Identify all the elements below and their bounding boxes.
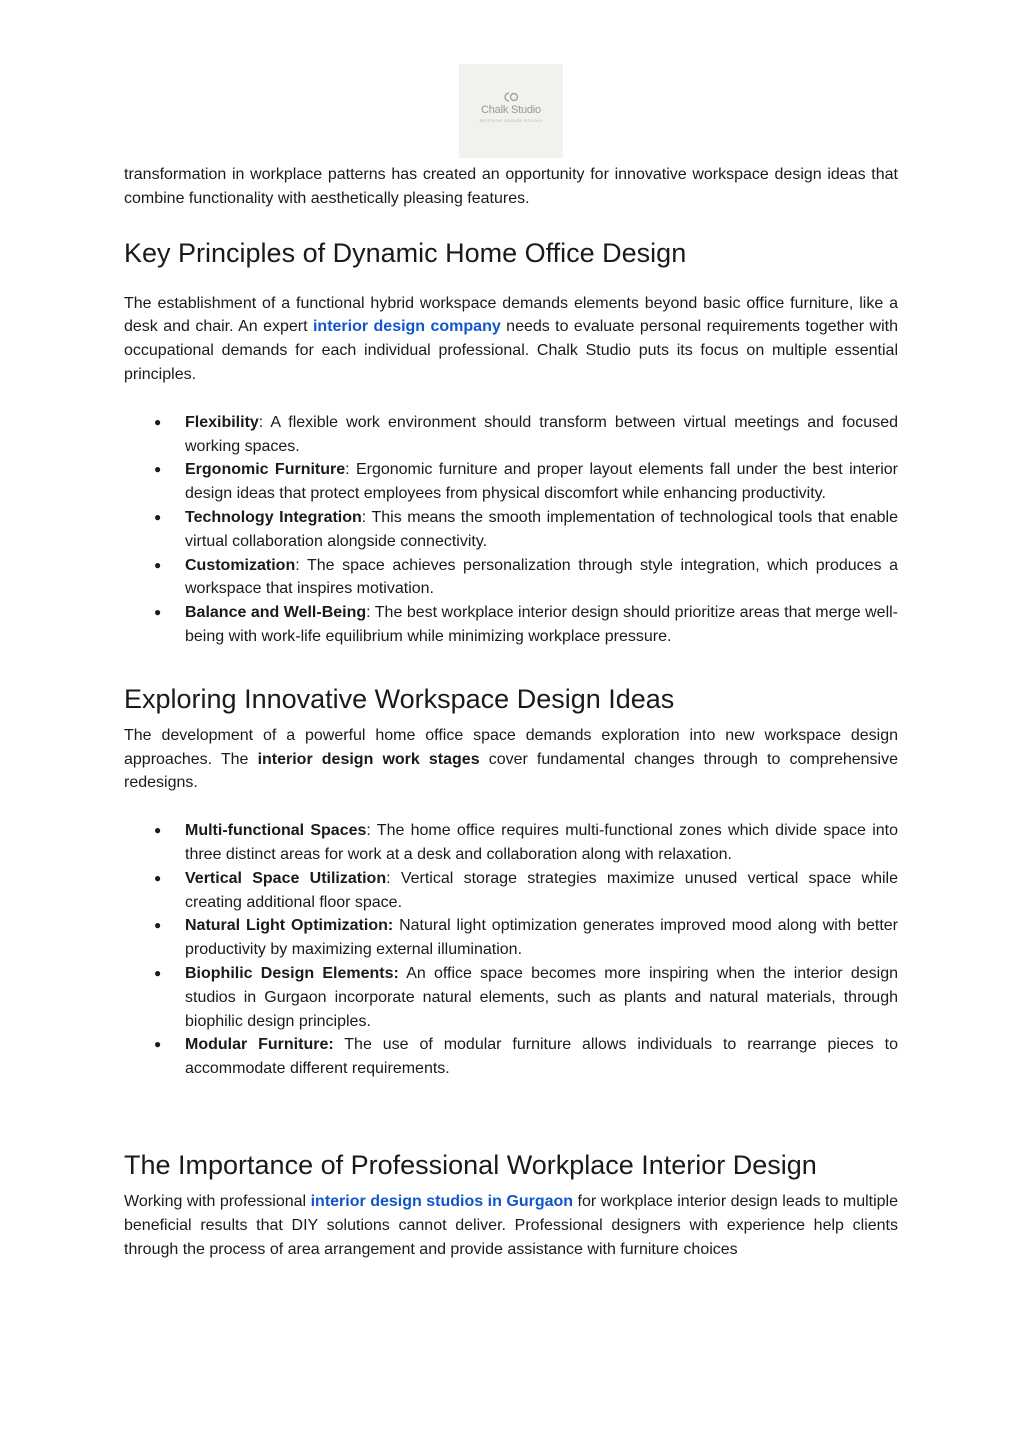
heading-importance: The Importance of Professional Workplace Interior Design xyxy=(124,1149,817,1180)
chalk-studio-logo xyxy=(459,64,563,158)
bullet-icon: ● xyxy=(154,462,162,477)
list-item: ● Flexibility: A flexible work environment should transform between virtual meetings and focused working spaces. xyxy=(185,411,898,459)
logo-tagline: INTERIOR DESIGN STUDIO xyxy=(479,118,543,123)
list-item: ● Ergonomic Furniture: Ergonomic furniture and proper layout elements fall under the best interior design ideas that protect employees from physical discomfort while enhancing productivity. xyxy=(185,458,898,506)
list-item: ● Modular Furniture: The use of modular furniture allows individuals to rearrange pieces to accommodate different requirements. xyxy=(185,1033,898,1081)
bullet-icon: ● xyxy=(154,605,162,620)
list-item: ● Vertical Space Utilization: Vertical storage strategies maximize unused vertical space while creating additional floor space. xyxy=(185,867,898,915)
importance-paragraph: Working with professional interior design studios in Gurgaon for workplace interior design leads to multiple beneficial results that DIY solutions cannot deliver. Professional designers with experience help clients through the process of area arrangement and provide assistance with furniture choices xyxy=(124,1192,899,1258)
bullet-icon: ● xyxy=(154,870,162,885)
bullet-icon: ● xyxy=(154,1037,162,1052)
interior-design-company-link[interactable]: interior design company xyxy=(312,318,501,336)
heading-key-principles: Key Principles of Dynamic Home Office Design xyxy=(124,237,687,268)
key-principles-list xyxy=(124,411,898,649)
bullet-icon: ● xyxy=(154,918,162,933)
document-body xyxy=(124,163,898,1261)
intro-paragraph: transformation in workplace patterns has created an opportunity for innovative workspace design ideas that combine functionality with aesthetically pleasing features. xyxy=(124,166,898,207)
list-item: ● Multi-functional Spaces: The home office requires multi-functional zones which divide space into three distinct areas for work at a desk and collaboration along with relaxation. xyxy=(185,819,898,867)
bullet-icon: ● xyxy=(154,823,162,838)
logo-name: Chalk Studio xyxy=(481,104,541,116)
key-principles-paragraph: The establishment of a functional hybrid workspace demands elements beyond basic office furniture, like a desk and chair. An expert interior design company needs to evaluate personal requirements together with occupational demands for each individual professional. Chalk Studio puts its focus on multiple essential principles. xyxy=(124,294,899,383)
bullet-icon: ● xyxy=(154,509,162,524)
list-item: ● Customization: The space achieves personalization through style integration, which produces a workspace that inspires motivation. xyxy=(185,554,898,602)
bullet-icon: ● xyxy=(154,557,162,572)
logo-mark-icon xyxy=(501,91,521,103)
heading-exploring-ideas: Exploring Innovative Workspace Design Ideas xyxy=(124,683,675,714)
bullet-icon: ● xyxy=(154,965,162,980)
list-item: ● Balance and Well-Being: The best workplace interior design should prioritize areas that merge well-being with work-life equilibrium while minimizing workplace pressure. xyxy=(185,601,898,649)
workspace-ideas-list xyxy=(124,819,898,1081)
list-item: ● Natural Light Optimization: Natural light optimization generates improved mood along with better productivity by maximizing external illumination. xyxy=(185,914,898,962)
list-item: ● Technology Integration: This means the smooth implementation of technological tools that enable virtual collaboration alongside connectivity. xyxy=(185,506,898,554)
exploring-ideas-paragraph: The development of a powerful home office space demands exploration into new workspace design approaches. The interior design work stages cover fundamental changes through to comprehensive redesigns. xyxy=(124,726,899,792)
interior-design-studios-gurgaon-link[interactable]: interior design studios in Gurgaon xyxy=(310,1192,574,1210)
list-item: ● Biophilic Design Elements: An office space becomes more inspiring when the interior design studios in Gurgaon incorporate natural elements, such as plants and natural materials, through biophilic design principles. xyxy=(185,962,898,1033)
bullet-icon: ● xyxy=(154,414,162,429)
